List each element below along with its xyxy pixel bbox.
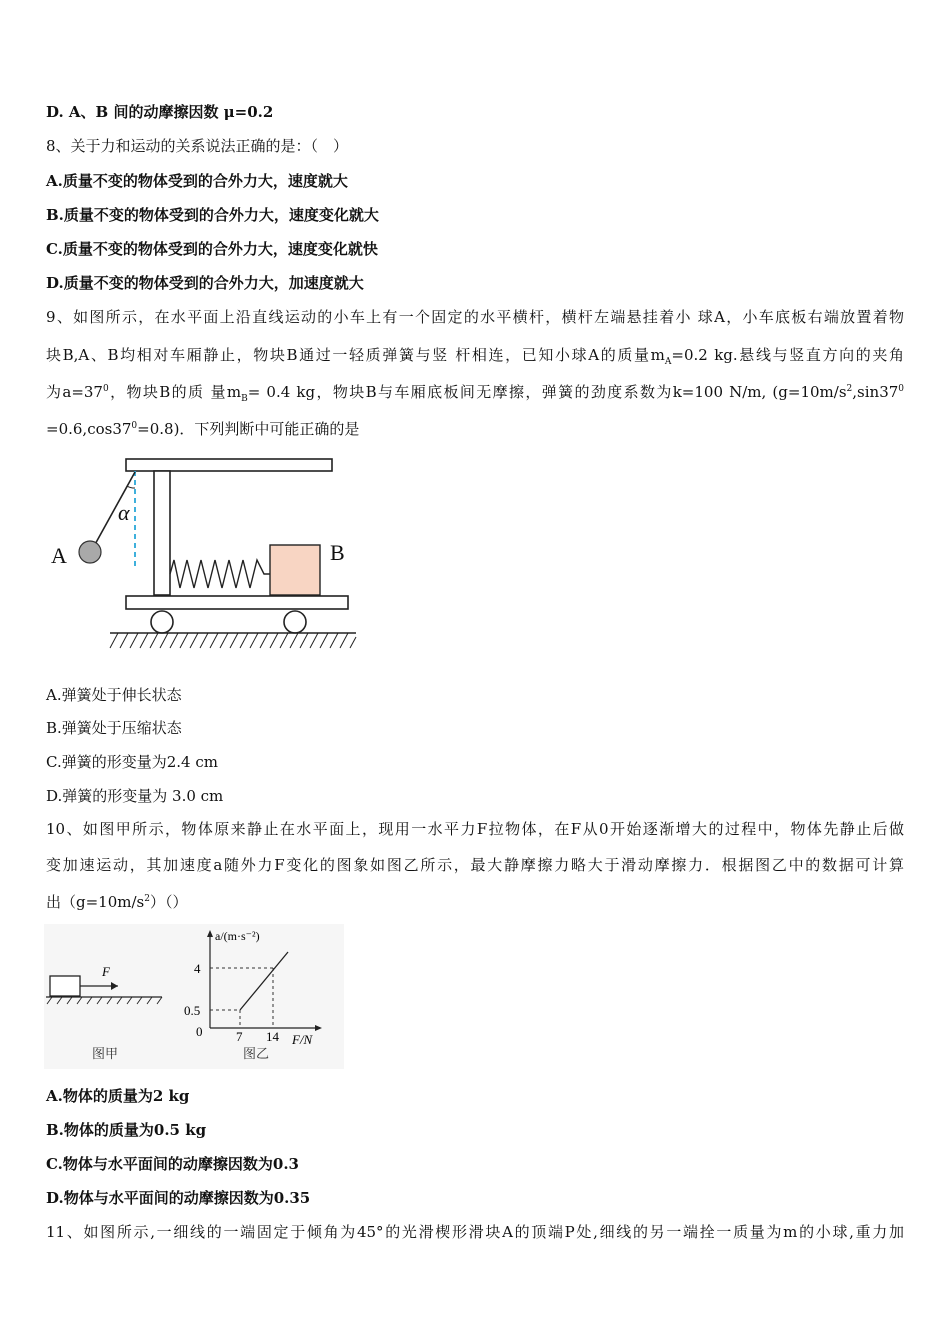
question-11-line-1: 11、如图所示,一细线的一端固定于倾角为45°的光滑楔形滑块A的顶端P处,细线的另一端拴一质量为m的小球,重力加 [46, 1223, 904, 1241]
wheel-left [151, 611, 173, 633]
question-9-line-4: $=0.6,\cos 37^0=0.8$)．下列判断中可能正确的是 [46, 420, 360, 438]
q8-option-d: D.质量不变的物体受到的合外力大，加速度就大 [46, 274, 364, 292]
q10-option-a: A.物体的质量为2 kg [46, 1087, 190, 1105]
y-axis-label: a/(m·s⁻²) [215, 929, 260, 943]
q8-option-c: C.质量不变的物体受到的合外力大，速度变化就快 [46, 240, 378, 258]
vertical-post [154, 471, 170, 595]
question-9-line-1: 9、如图所示，在水平面上沿直线运动的小车上有一个固定的水平横杆，横杆左端悬挂着小 球A，小车底板右端放置着物 [46, 308, 904, 326]
cart-base [126, 596, 348, 609]
question-10-line-2: 变加速运动，其加速度a随外力F变化的图象如图乙所示，最大静摩擦力略大于滑动摩擦力．根据图乙中的数据可计算 [46, 856, 904, 874]
y-tick-0.5: 0.5 [184, 1003, 201, 1018]
question-10-line-3: 出$(g=10m/s^2)()$ [46, 893, 188, 911]
q10-option-c: C.物体与水平面间的动摩擦因数为0.3 [46, 1155, 299, 1173]
spring [170, 560, 270, 588]
q10-option-d: D.物体与水平面间的动摩擦因数为0.35 [46, 1189, 311, 1207]
right-caption: 图乙 [243, 1046, 270, 1061]
x-tick-7: 7 [236, 1029, 243, 1044]
option-d-prev: D. A、B 间的动摩擦因数 μ=0.2 [46, 103, 274, 121]
cart-figure [46, 452, 366, 657]
block-b [270, 545, 320, 595]
wheel-right [284, 611, 306, 633]
q9-option-b: B.弹簧处于压缩状态 [46, 719, 182, 737]
angle-arc [127, 486, 135, 488]
horizontal-rod [126, 459, 332, 471]
ground-hatching [110, 633, 356, 648]
question-9-line-3: 为$a=37^0$，物块B的质 量$m_B= 0.4$ kg，物块B与车厢底板间无摩擦，弹簧的劲度系数为k=100 N/m, ($g=10m/s^2,\sin 37^0$ [46, 383, 905, 404]
ball-a [79, 541, 101, 563]
label-a: A [51, 543, 67, 568]
block [50, 976, 80, 996]
question-9-line-2: 块B,A、B均相对车厢静止，物块B通过一轻质弹簧与竖 杆相连，已知小球A的质量$m_A=0.2$ kg.悬线与竖直方向的夹角 [46, 346, 904, 367]
force-figure [44, 924, 344, 1069]
q10-option-b: B.物体的质量为0.5 kg [46, 1121, 207, 1139]
question-10-line-1: 10、如图甲所示，物体原来静止在水平面上，现用一水平力F拉物体，在F从0开始逐渐增大的过程中，物体先静止后做 [46, 820, 904, 838]
q9-option-c: C.弹簧的形变量为2.4 cm [46, 753, 218, 771]
question-8-stem: 8、关于力和运动的关系说法正确的是：（ ） [46, 137, 349, 155]
left-caption: 图甲 [92, 1046, 119, 1061]
label-b: B [330, 540, 345, 565]
y-tick-4: 4 [194, 961, 201, 976]
x-axis-label: F/N [292, 1032, 313, 1047]
q9-option-a: A.弹簧处于伸长状态 [46, 686, 182, 704]
origin-label: 0 [196, 1024, 203, 1039]
q9-option-d: D.弹簧的形变量为 3.0 cm [46, 787, 224, 805]
q8-option-b: B.质量不变的物体受到的合外力大，速度变化就大 [46, 206, 379, 224]
alpha-label: α [118, 500, 130, 525]
force-label: F [102, 964, 110, 979]
x-tick-14: 14 [266, 1029, 279, 1044]
q8-option-a: A.质量不变的物体受到的合外力大，速度就大 [46, 172, 348, 190]
